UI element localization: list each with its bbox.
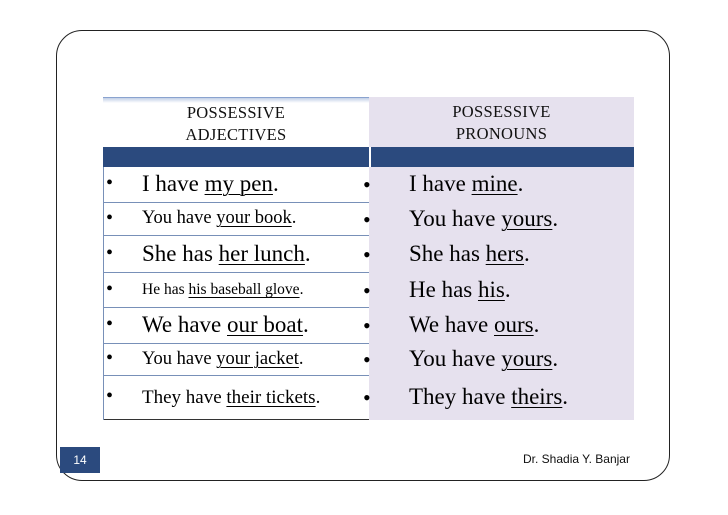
bullet-icon: • [363, 242, 371, 267]
pronoun-sentence [409, 171, 523, 197]
possessive-pronoun: his [477, 277, 505, 302]
adjective-sentence [142, 241, 311, 267]
pronoun-row [363, 308, 634, 344]
bullet-icon: • [363, 385, 371, 410]
header-pronouns [369, 97, 634, 147]
adjective-sentence [142, 387, 320, 409]
pronoun-row [363, 203, 634, 236]
sentence-lead: You have [409, 346, 502, 371]
header-band-right [371, 147, 634, 167]
pronoun-sentence [409, 312, 539, 338]
bullet-icon: • [363, 347, 371, 372]
sentence-lead: She has [409, 241, 486, 266]
bullet-icon: • [106, 385, 114, 407]
header-adjectives-line2: ADJECTIVES [185, 125, 287, 144]
possessive-pronoun: yours [501, 346, 553, 371]
sentence-end: . [524, 241, 530, 266]
pronoun-sentence [409, 384, 568, 410]
adjectives-column [103, 167, 370, 420]
adjective-sentence [142, 349, 304, 370]
adjective-row [104, 236, 370, 273]
possessive-adjective: his baseball glove [188, 281, 300, 298]
header-pronouns-line2: PRONOUNS [455, 124, 548, 143]
adjective-row [104, 167, 370, 203]
sentence-end: . [562, 384, 569, 409]
sentence-end: . [299, 281, 304, 298]
pronoun-row [363, 236, 634, 273]
pronoun-row [363, 273, 634, 308]
possessive-adjective: her lunch [218, 241, 305, 266]
sentence-lead: They have [142, 387, 227, 408]
bullet-icon: • [106, 172, 114, 194]
bullet-icon: • [106, 242, 114, 264]
sentence-end: . [552, 206, 559, 231]
adjective-row [104, 344, 370, 376]
header-adjectives-line1: POSSESSIVE [186, 103, 286, 122]
sentence-lead: I have [142, 171, 205, 196]
sentence-end: . [504, 277, 511, 302]
adjective-row [104, 308, 370, 344]
sentence-lead: We have [409, 312, 494, 337]
sentence-lead: They have [409, 384, 512, 409]
header-pronouns-line1: POSSESSIVE [452, 102, 551, 121]
sentence-lead: We have [142, 312, 227, 337]
possessive-adjective: our boat [227, 312, 304, 337]
bullet-icon: • [363, 313, 371, 338]
pronoun-sentence [409, 277, 511, 303]
possessives-table [103, 97, 634, 420]
sentence-lead: She has [142, 241, 219, 266]
possessive-adjective: your jacket [216, 349, 299, 369]
adjective-row [104, 203, 370, 236]
sentence-lead: You have [142, 208, 217, 228]
bullet-icon: • [106, 313, 114, 335]
sentence-end: . [298, 349, 304, 369]
sentence-end: . [303, 312, 309, 337]
sentence-end: . [304, 241, 311, 266]
pronoun-sentence [409, 206, 558, 232]
header-band-left [103, 147, 369, 167]
bullet-icon: • [106, 347, 114, 369]
bullet-icon: • [363, 207, 371, 232]
adjective-sentence [142, 312, 309, 338]
bullet-icon: • [363, 172, 371, 197]
possessive-pronoun: theirs [511, 384, 563, 409]
pronoun-sentence [409, 346, 558, 372]
adjective-sentence [142, 208, 296, 229]
bullet-icon: • [106, 207, 114, 229]
slide-number: 14 [60, 447, 100, 473]
sentence-lead: He has [409, 277, 478, 302]
adjective-row [104, 376, 370, 420]
sentence-lead: I have [409, 171, 472, 196]
sentence-end: . [315, 387, 321, 408]
possessive-pronoun: yours [501, 206, 553, 231]
adjective-sentence [142, 171, 279, 197]
sentence-end: . [517, 171, 524, 196]
sentence-lead: He has [142, 281, 189, 298]
sentence-lead: You have [142, 349, 217, 369]
author-credit: Dr. Shadia Y. Banjar [523, 452, 630, 466]
pronoun-row [363, 344, 634, 376]
pronoun-sentence [409, 241, 530, 267]
header-adjectives [103, 97, 369, 148]
bullet-icon: • [363, 278, 371, 303]
pronouns-column [363, 167, 634, 420]
sentence-end: . [291, 208, 297, 228]
pronoun-row [363, 167, 634, 203]
possessive-adjective: my pen [204, 171, 273, 196]
possessive-pronoun: ours [494, 312, 534, 337]
possessive-pronoun: hers [485, 241, 524, 266]
sentence-end: . [272, 171, 279, 196]
sentence-lead: You have [409, 206, 502, 231]
sentence-end: . [533, 312, 540, 337]
adjective-sentence [142, 281, 303, 299]
possessive-adjective: your book [216, 208, 292, 228]
adjective-row [104, 273, 370, 308]
sentence-end: . [552, 346, 559, 371]
pronoun-row [363, 376, 634, 420]
possessive-adjective: their tickets [226, 387, 316, 408]
bullet-icon: • [106, 278, 114, 300]
possessive-pronoun: mine [471, 171, 518, 196]
